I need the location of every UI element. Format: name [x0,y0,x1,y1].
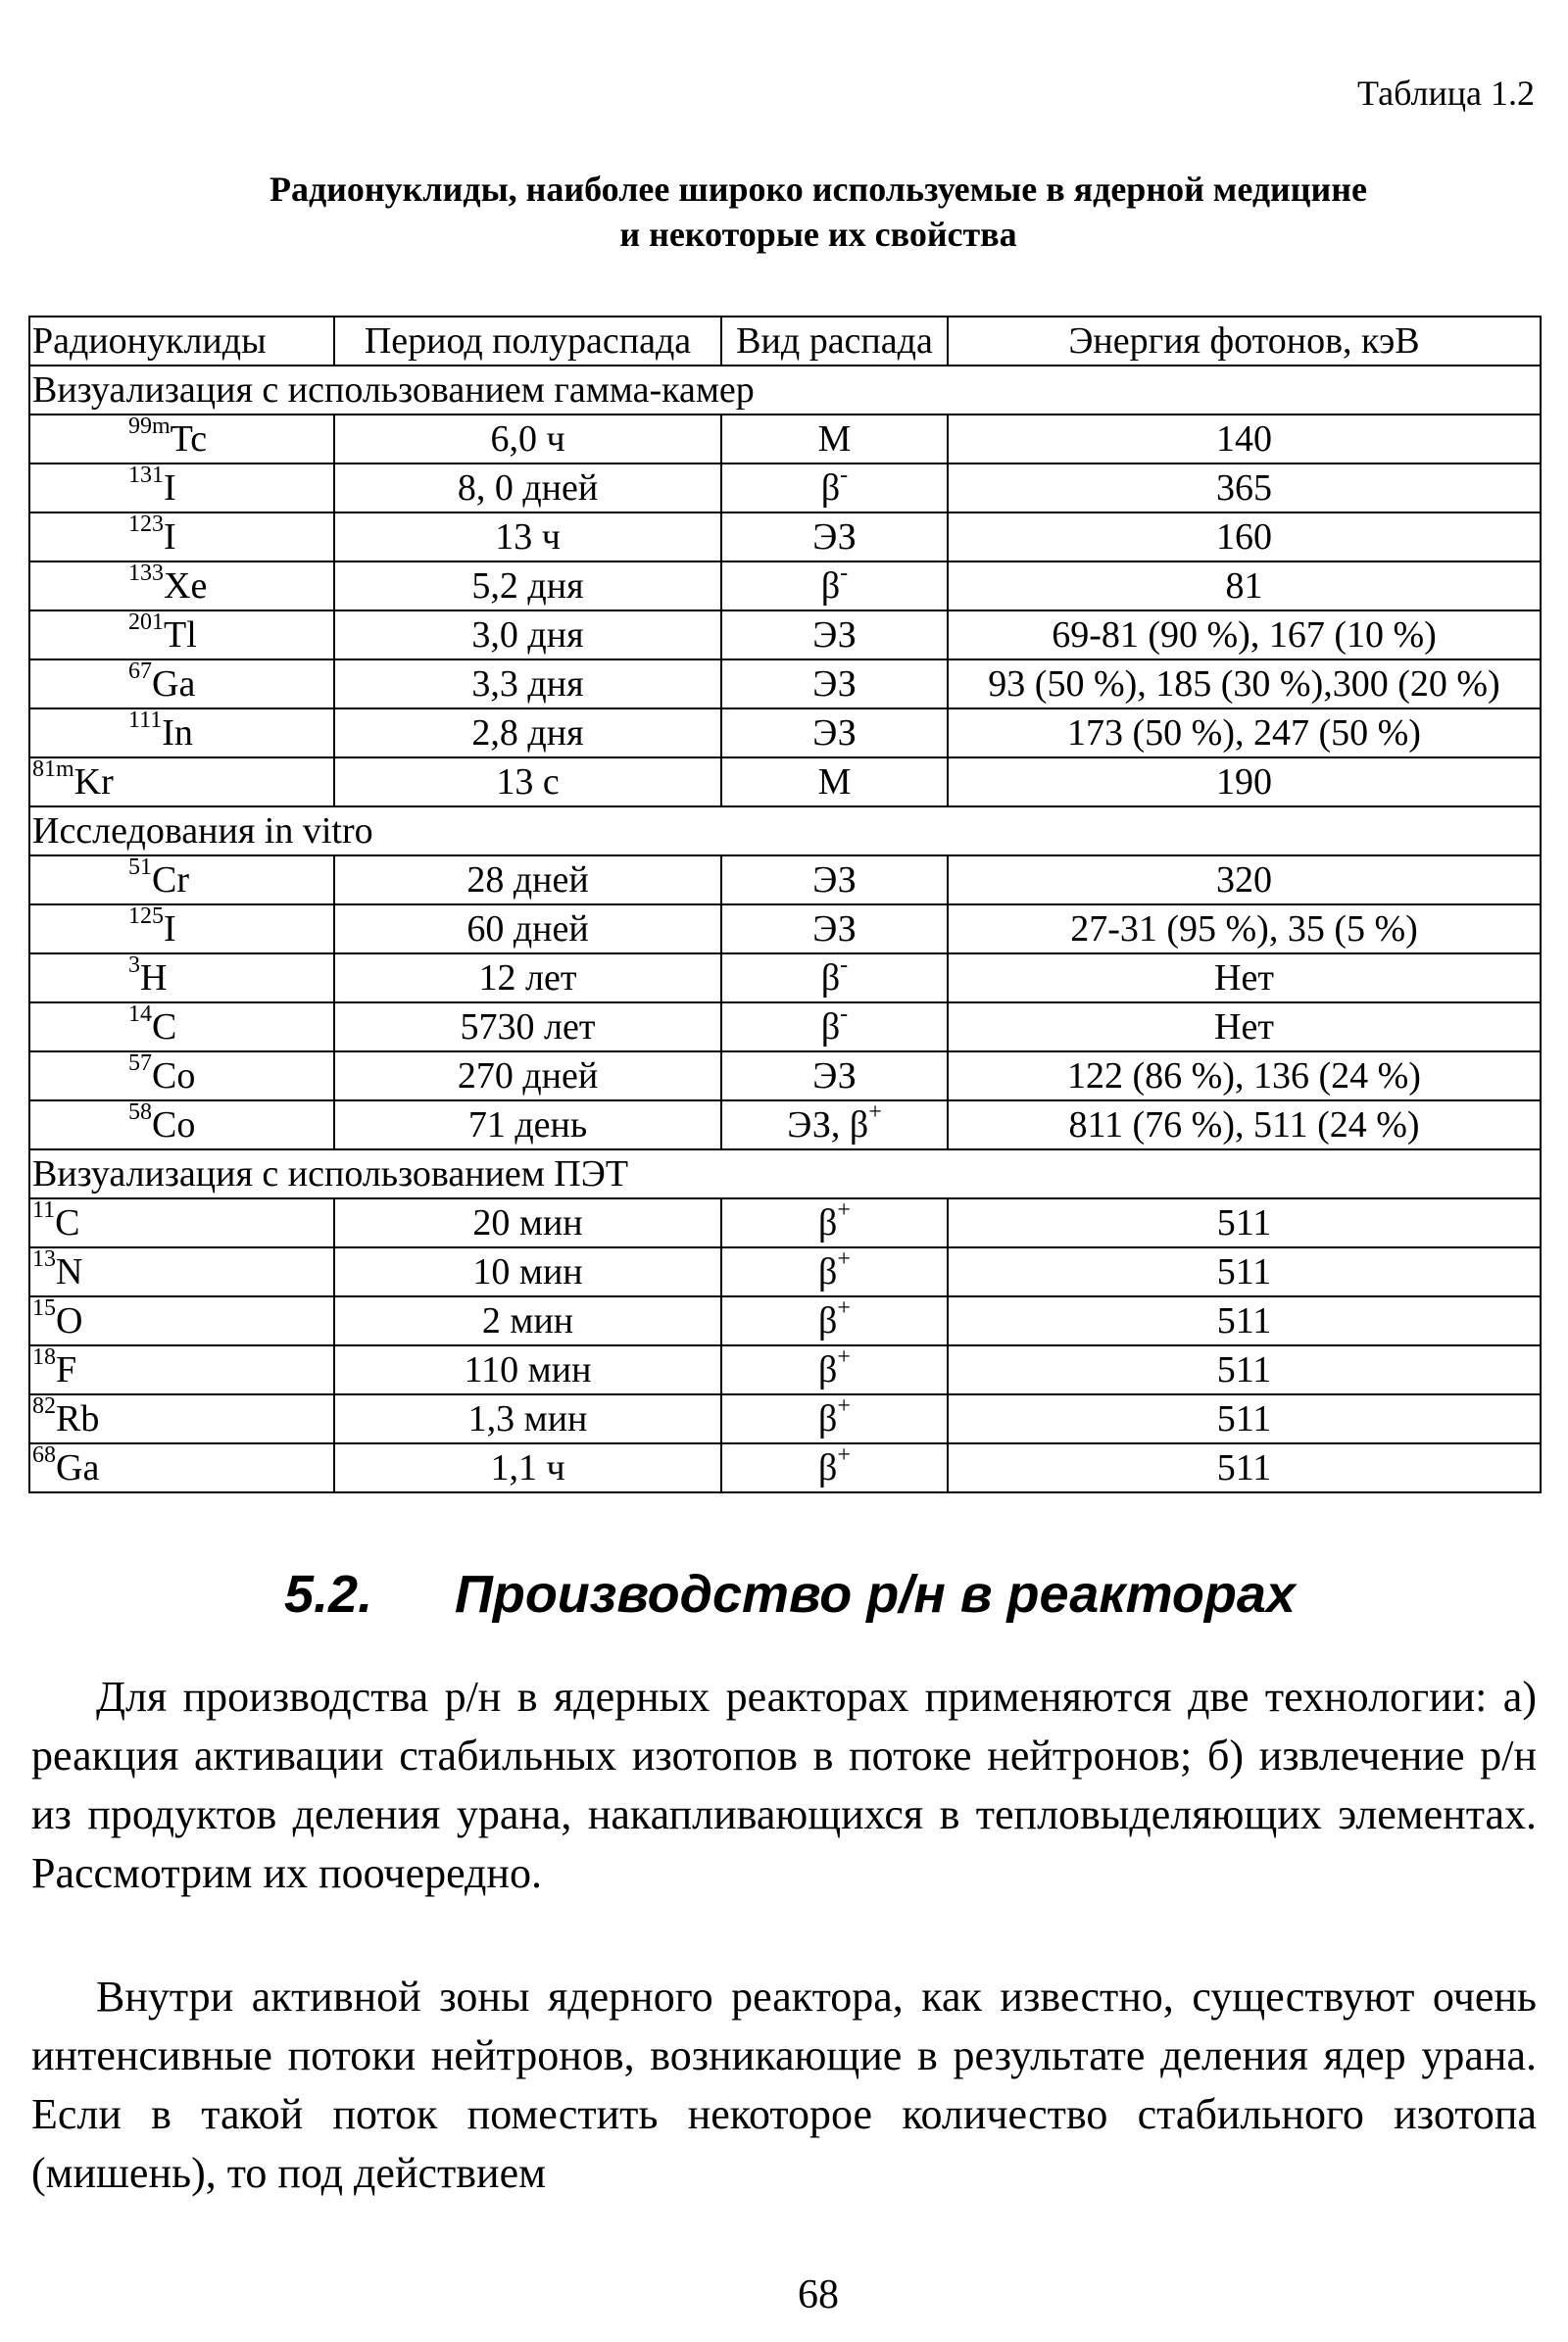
energy-cell: Нет [948,953,1541,1002]
table-body [29,317,1541,1492]
element-symbol: H [140,957,168,999]
mass-number: 201 [128,610,164,636]
decay-cell [721,1002,948,1051]
energy-cell: 173 (50 %), 247 (50 %) [948,708,1541,757]
nuclide-cell [29,1198,334,1247]
table-row [29,561,1541,610]
energy-cell: 27-31 (95 %), 35 (5 %) [948,904,1541,953]
element-symbol: Co [152,1055,196,1097]
element-symbol: F [56,1349,77,1391]
decay-sign: + [837,1443,851,1469]
mass-number: 51 [128,855,152,881]
energy-cell: 365 [948,464,1541,512]
half-life-cell: 8, 0 дней [334,464,721,512]
decay-type: β [820,1006,841,1048]
section-row [29,366,1541,415]
decay-sign: - [840,464,849,489]
energy-cell: 81 [948,561,1541,610]
section-row [29,1149,1541,1198]
half-life-cell: 13 с [334,757,721,806]
element-symbol: I [164,516,176,558]
energy-cell: 511 [948,1296,1541,1345]
mass-number: 3 [128,953,140,979]
section-title-cell: Исследования in vitro [29,806,1541,855]
half-life-cell: 3,3 дня [334,659,721,708]
mass-number: 133 [128,561,164,587]
decay-cell [721,464,948,512]
table-row [29,659,1541,708]
section-title-cell: Визуализация с использованием ПЭТ [29,1149,1541,1198]
nuclide-cell [29,1247,334,1296]
decay-sign: - [840,561,849,587]
table-row [29,1051,1541,1100]
energy-cell: 140 [948,415,1541,464]
decay-type: β [818,1398,838,1439]
decay-cell [721,610,948,659]
table-title [0,167,1568,257]
nuclide-cell [29,708,334,757]
half-life-cell: 2,8 дня [334,708,721,757]
energy-cell: 511 [948,1247,1541,1296]
energy-cell: 511 [948,1345,1541,1394]
table-row [29,1394,1541,1443]
section-number: 5.2. [284,1565,373,1624]
half-life-cell: 12 лет [334,953,721,1002]
element-symbol: C [152,1006,177,1048]
table-row [29,464,1541,512]
table-row [29,855,1541,904]
header-cell: Вид распада [721,317,948,366]
element-symbol: Tl [164,614,197,656]
decay-type: ЭЗ [812,614,857,656]
header-cell: Период полураспада [334,317,721,366]
decay-type: β [820,565,841,607]
decay-type: ЭЗ [812,712,857,754]
mass-number: 123 [128,512,164,538]
energy-cell: 160 [948,512,1541,561]
mass-number: 68 [32,1443,56,1469]
section-row [29,806,1541,855]
element-symbol: Ga [56,1447,100,1488]
table-row [29,1443,1541,1492]
paragraph: Внутри активной зоны ядерного реактора, как известно, существуют очень интенсивные потоки нейтронов, возникающие в результате деления ядер урана. Если в такой поток поместить некоторое количество стабильного изотопа (мишень), то под действием [31,1973,1537,2197]
mass-number: 57 [128,1051,152,1077]
half-life-cell: 270 дней [334,1051,721,1100]
decay-cell [721,1296,948,1345]
decay-type: β [818,1447,838,1488]
half-life-cell: 3,0 дня [334,610,721,659]
nuclide-cell [29,610,334,659]
energy-cell: 190 [948,757,1541,806]
decay-cell [721,953,948,1002]
energy-cell: 69-81 (90 %), 167 (10 %) [948,610,1541,659]
element-symbol: I [164,908,176,950]
table-title-line-2: и некоторые их свойства [619,215,1017,254]
element-symbol: C [55,1202,80,1244]
decay-cell [721,1100,948,1149]
energy-cell: 811 (76 %), 511 (24 %) [948,1100,1541,1149]
half-life-cell: 1,3 мин [334,1394,721,1443]
nuclide-cell [29,512,334,561]
mass-number: 11 [32,1198,56,1224]
decay-type: β [818,1251,838,1293]
decay-type: β [820,467,841,509]
table-row [29,512,1541,561]
element-symbol: Cr [152,859,189,901]
section-title-cell: Визуализация с использованием гамма-камер [29,366,1541,415]
nuclide-cell [29,757,334,806]
decay-type: β [820,957,841,999]
decay-sign: - [840,1002,849,1028]
decay-sign: + [837,1198,851,1224]
half-life-cell: 13 ч [334,512,721,561]
table-row [29,610,1541,659]
page-number: 68 [798,2272,839,2318]
mass-number: 15 [32,1296,56,1322]
decay-cell [721,904,948,953]
decay-type: М [817,418,852,460]
decay-cell [721,512,948,561]
nuclide-cell [29,464,334,512]
half-life-cell: 5,2 дня [334,561,721,610]
decay-type: β [818,1349,838,1391]
section-heading [284,1564,1296,1625]
decay-type: ЭЗ [812,908,857,950]
decay-sign: - [840,953,849,979]
mass-number: 125 [128,904,164,930]
element-symbol: Tc [170,418,208,460]
mass-number: 82 [32,1394,56,1420]
table-title-line-1: Радионуклиды, наиболее широко используемые в ядерной медицине [269,170,1367,209]
table-row [29,904,1541,953]
energy-cell: 511 [948,1198,1541,1247]
table-row [29,757,1541,806]
mass-number: 99m [128,415,171,440]
half-life-cell: 1,1 ч [334,1443,721,1492]
decay-sign: + [837,1296,851,1322]
energy-cell: 320 [948,855,1541,904]
nuclide-cell [29,561,334,610]
decay-type: β [818,1202,838,1244]
table-row [29,1100,1541,1149]
half-life-cell: 10 мин [334,1247,721,1296]
radionuclides-table [28,316,1542,1493]
table-row [29,1002,1541,1051]
element-symbol: O [56,1300,83,1342]
half-life-cell: 110 мин [334,1345,721,1394]
mass-number: 14 [128,1002,152,1028]
paragraph: Для производства р/н в ядерных реакторах применяются две технологии: а) реакция активации стабильных изотопов в потоке нейтронов; б) извлечение р/н из продуктов деления урана, накапливающихся в тепловыделяющих элементах. Рассмотрим их поочередно. [31,1673,1537,1897]
decay-cell [721,1247,948,1296]
half-life-cell: 71 день [334,1100,721,1149]
mass-number: 81m [32,757,74,783]
half-life-cell: 2 мин [334,1296,721,1345]
energy-cell: Нет [948,1002,1541,1051]
nuclide-cell [29,1296,334,1345]
nuclide-cell [29,1100,334,1149]
element-symbol: N [56,1251,83,1293]
decay-type: ЭЗ [812,859,857,901]
decay-cell [721,757,948,806]
nuclide-cell [29,1002,334,1051]
table-row [29,1345,1541,1394]
decay-type: ЭЗ, β [787,1104,869,1146]
nuclide-cell [29,1394,334,1443]
mass-number: 18 [32,1345,56,1371]
decay-cell [721,1051,948,1100]
decay-sign: + [868,1100,882,1126]
element-symbol: Co [152,1104,196,1146]
decay-sign: + [837,1247,851,1273]
nuclide-cell [29,659,334,708]
decay-cell [721,855,948,904]
element-symbol: Rb [56,1398,100,1439]
table-label: Таблица 1.2 [1357,73,1535,113]
mass-number: 131 [128,464,164,489]
nuclide-cell [29,904,334,953]
decay-cell [721,708,948,757]
nuclide-cell [29,1051,334,1100]
table-row [29,415,1541,464]
decay-type: β [818,1300,838,1342]
table-row [29,1296,1541,1345]
element-symbol: Kr [74,761,114,803]
half-life-cell: 6,0 ч [334,415,721,464]
table-header-row [29,317,1541,366]
mass-number: 67 [128,659,152,685]
half-life-cell: 20 мин [334,1198,721,1247]
decay-cell [721,1394,948,1443]
element-symbol: In [162,712,193,754]
mass-number: 13 [32,1247,56,1273]
mass-number: 111 [128,708,163,734]
decay-sign: + [837,1345,851,1371]
energy-cell: 511 [948,1394,1541,1443]
energy-cell: 93 (50 %), 185 (30 %),300 (20 %) [948,659,1541,708]
decay-cell [721,659,948,708]
nuclide-cell [29,1443,334,1492]
nuclide-cell [29,1345,334,1394]
decay-cell [721,561,948,610]
decay-cell [721,1345,948,1394]
element-symbol: Xe [164,565,208,607]
decay-cell [721,1443,948,1492]
table-row [29,953,1541,1002]
half-life-cell: 28 дней [334,855,721,904]
half-life-cell: 5730 лет [334,1002,721,1051]
decay-type: ЭЗ [812,663,857,705]
header-cell: Энергия фотонов, кэВ [948,317,1541,366]
table-row [29,1198,1541,1247]
decay-cell [721,1198,948,1247]
half-life-cell: 60 дней [334,904,721,953]
decay-cell [721,415,948,464]
decay-type: ЭЗ [812,516,857,558]
element-symbol: Ga [152,663,196,705]
decay-type: М [817,761,852,803]
nuclide-cell [29,415,334,464]
element-symbol: I [164,467,176,509]
decay-type: ЭЗ [812,1055,857,1097]
header-cell: Радионуклиды [29,317,334,366]
energy-cell: 511 [948,1443,1541,1492]
table-row [29,1247,1541,1296]
table-row [29,708,1541,757]
energy-cell: 122 (86 %), 136 (24 %) [948,1051,1541,1100]
mass-number: 58 [128,1100,152,1126]
nuclide-cell [29,855,334,904]
nuclide-cell [29,953,334,1002]
decay-sign: + [837,1394,851,1420]
section-title: Производство р/н в реакторах [455,1565,1296,1624]
